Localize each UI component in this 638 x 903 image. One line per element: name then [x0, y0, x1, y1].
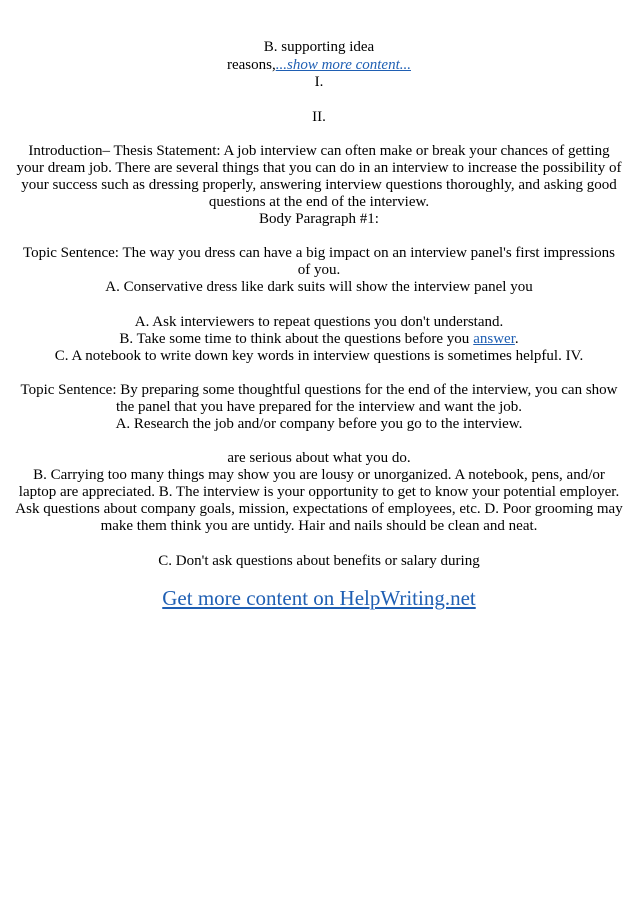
dress-point: A. Conservative dress like dark suits will show the interview panel you	[105, 279, 533, 295]
reasons-text: reasons,	[226, 57, 276, 73]
get-more-content-link[interactable]: Get more content on HelpWriting.net	[162, 586, 476, 610]
answer-link[interactable]: answer	[473, 331, 515, 347]
notebook-point: C. A notebook to write down key words in interview questions is sometimes helpful. IV.	[54, 348, 584, 364]
carrying-line-3: Ask questions about company goals, mission, expectations of employees, etc. D. Poor grooming may	[15, 501, 623, 517]
thesis-line-2: your dream job. There are several things that you can do in an interview to increase the possibility of	[16, 160, 622, 176]
thesis-line-1: Introduction– Thesis Statement: A job interview can often make or break your chances of getting	[28, 143, 610, 159]
thesis-line-3: your success such as dressing properly, answering interview questions thoroughly, and asking good	[21, 177, 617, 193]
think-before-answer-line	[12, 330, 626, 348]
think-before-answer-period: .	[514, 331, 519, 347]
benefits-line: C. Don't ask questions about benefits or salary during	[158, 553, 480, 569]
thesis-line-4: questions at the end of the interview.	[208, 194, 430, 210]
outline-numeral-i: I.	[314, 74, 324, 90]
outline-item-supporting-idea: B. supporting idea	[263, 39, 375, 55]
serious-line: are serious about what you do.	[227, 450, 411, 466]
topic-sentence-1-line-2: of you.	[297, 262, 341, 278]
carrying-line-2: laptop are appreciated. B. The interview is your opportunity to get to know your potential employer.	[18, 484, 620, 500]
carrying-line-1: B. Carrying too many things may show you are lousy or unorganized. A notebook, pens, and/or	[33, 467, 605, 483]
think-before-answer-text: B. Take some time to think about the questions before you	[119, 331, 470, 347]
ask-repeat-point: A. Ask interviewers to repeat questions you don't understand.	[134, 314, 504, 330]
topic-sentence-2-line-1: Topic Sentence: By preparing some thoughtful questions for the end of the interview, you can show	[20, 382, 618, 398]
carrying-line-4: make them think you are untidy. Hair and nails should be clean and neat.	[100, 518, 538, 534]
outline-numeral-ii: II.	[312, 109, 326, 125]
reasons-line	[12, 56, 626, 74]
research-point: A. Research the job and/or company before you go to the interview.	[115, 416, 523, 432]
body-paragraph-heading: Body Paragraph #1:	[259, 211, 379, 227]
topic-sentence-2-line-2: the panel that you have prepared for the interview and want the job.	[115, 399, 523, 415]
topic-sentence-1-line-1: Topic Sentence: The way you dress can have a big impact on an interview panel's first impressions	[22, 245, 616, 261]
show-more-link[interactable]: ...show more content...	[275, 57, 411, 73]
